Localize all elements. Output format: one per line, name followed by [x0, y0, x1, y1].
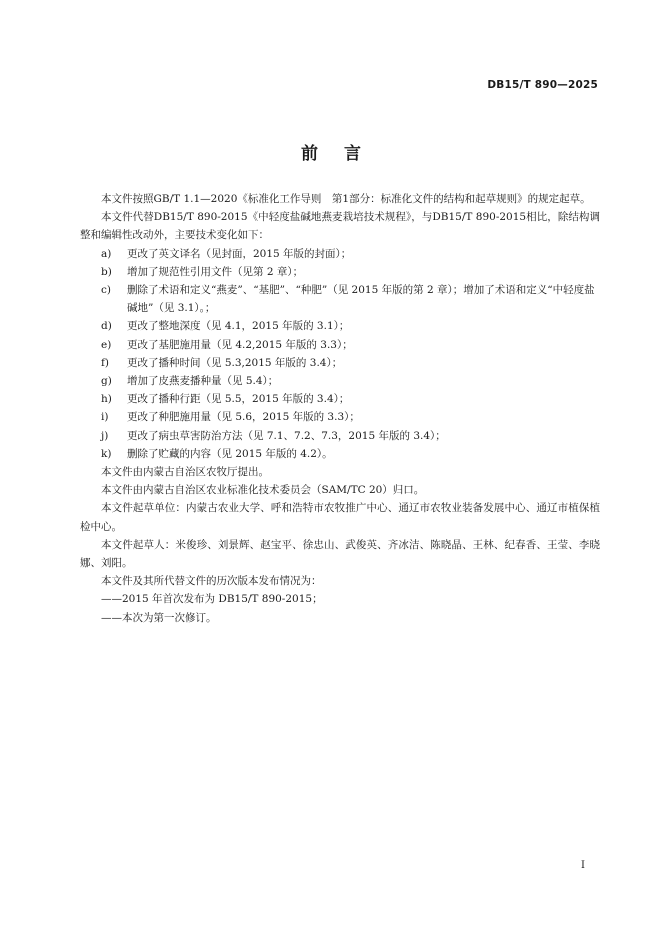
list-item: [80, 281, 600, 317]
replacement-paragraph: 本文件代替DB15/T 890-2015《中轻度盐碱地燕麦栽培技术规程》，与DB15/T 890-2015相比，除结构调整和编辑性改动外，主要技术变化如下：: [80, 211, 600, 242]
list-marker: d): [101, 320, 112, 333]
list-item-text: 更改了整地深度（见 4.1，2015 年版的 3.1）；: [127, 320, 350, 333]
list-item: [80, 263, 600, 281]
list-marker: j): [101, 429, 109, 442]
drafting-basis-paragraph: 本文件按照GB/T 1.1—2020《标准化工作导则 第1部分：标准化文件的结构和起草规则》的规定起草。: [101, 193, 591, 205]
list-item-text: 更改了播种时间（见 5.3,2015 年版的 3.4）；: [127, 356, 343, 369]
list-item: [80, 390, 600, 408]
list-item-text: 删除了术语和定义“燕麦”、“基肥”、“种肥”（见 2015 年版的第 2 章）；增加了术语和定义“中轻度盐碱地”（见 3.1）。；: [127, 284, 595, 315]
list-item-text: 更改了播种行距（见 5.5，2015 年版的 3.4）；: [127, 393, 350, 406]
version-history-intro: 本文件及其所代替文件的历次版本发布情况为：: [101, 575, 322, 588]
list-item-text: 增加了皮燕麦播种量（见 5.4）；: [127, 375, 279, 388]
version-history-item: ——2015 年首次发布为 DB15/T 890-2015；: [101, 593, 323, 606]
list-marker: f): [101, 356, 109, 369]
list-item: [80, 354, 600, 372]
list-item: [80, 408, 600, 426]
centralized-management-paragraph: 本文件由内蒙古自治区农业标准化技术委员会（SAM/TC 20）归口。: [101, 484, 425, 497]
list-marker: g): [101, 375, 112, 388]
page-title: 前言: [301, 144, 387, 164]
list-item: [80, 372, 600, 390]
list-item-text: 删除了贮藏的内容（见 2015 年版的 4.2）。: [127, 447, 333, 460]
list-item: [80, 317, 600, 335]
list-marker: k): [101, 447, 112, 460]
list-marker: h): [101, 393, 112, 406]
drafters-paragraph: 本文件起草人：米俊珍、刘景辉、赵宝平、徐忠山、武俊英、齐冰洁、陈晓晶、王林、纪春香、王莹、李晓娜、刘阳。: [80, 538, 600, 570]
list-item-text: 更改了英文译名（见封面，2015 年版的封面）；: [127, 247, 352, 260]
list-item-text: 更改了基肥施用量（见 4.2,2015 年版的 3.3）；: [127, 338, 353, 351]
list-item: [80, 245, 600, 263]
list-item-text: 更改了病虫草害防治方法（见 7.1、7.2、7.3，2015 年版的 3.4）；: [127, 429, 446, 442]
page-number: I: [581, 860, 585, 871]
foreword-body: [80, 190, 600, 627]
technical-changes-list: [80, 245, 600, 463]
list-item: [80, 336, 600, 354]
list-item: [80, 427, 600, 445]
list-item-text: 更改了种肥施用量（见 5.6，2015 年版的 3.3）；: [127, 411, 360, 424]
version-history-item: ——本次为第一次修订。: [101, 611, 217, 624]
drafting-units-paragraph: 本文件起草单位：内蒙古农业大学、呼和浩特市农牧推广中心、通辽市农牧业装备发展中心、通辽市植保植检中心。: [80, 502, 600, 533]
list-marker: b): [101, 265, 112, 278]
list-marker: a): [101, 247, 112, 260]
list-marker: e): [101, 338, 112, 351]
list-marker: i): [101, 411, 109, 424]
list-item-text: 增加了规范性引用文件（见第 2 章）；: [127, 265, 304, 278]
proposer-paragraph: 本文件由内蒙古自治区农牧厅提出。: [101, 466, 269, 479]
list-item: [80, 445, 600, 463]
list-marker: c): [101, 284, 111, 297]
document-code: DB15/T 890—2025: [487, 79, 598, 91]
